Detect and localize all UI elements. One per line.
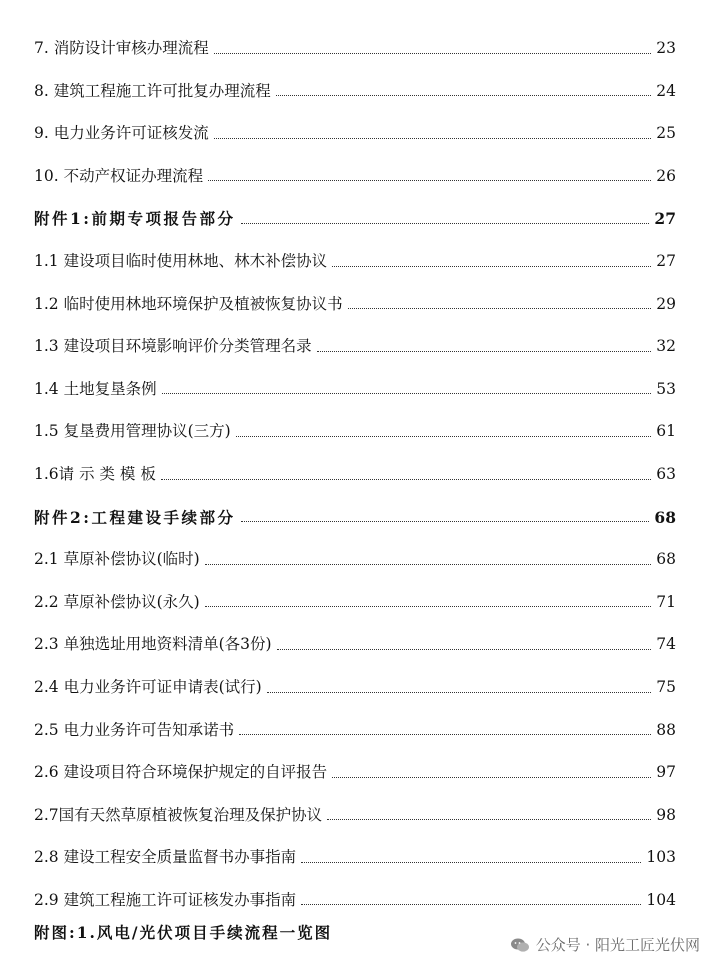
- dot-leader: [241, 520, 650, 522]
- toc-entry-title: 8. 建筑工程施工许可批复办理流程: [34, 81, 271, 100]
- toc-page-number: 68: [656, 550, 676, 569]
- dot-leader: [277, 648, 652, 650]
- toc-entry[interactable]: [34, 823, 676, 866]
- toc-entry[interactable]: [34, 397, 676, 440]
- toc-section-heading[interactable]: [34, 184, 676, 227]
- toc-entry[interactable]: [34, 355, 676, 398]
- toc-entry-title: 附件2:工程建设手续部分: [34, 507, 236, 527]
- dot-leader: [348, 307, 652, 309]
- dot-leader: [236, 435, 652, 437]
- toc-entry-title: 1.6请 示 类 模 板: [34, 465, 156, 484]
- toc-entry-title: 2.4 电力业务许可证申请表(试行): [34, 678, 262, 696]
- toc-entry[interactable]: [34, 525, 676, 568]
- toc-entry-title: 7. 消防设计审核办理流程: [34, 39, 209, 58]
- toc-page-number: 68: [654, 507, 676, 527]
- dot-leader: [161, 478, 651, 480]
- dot-leader: [276, 94, 652, 96]
- toc-entry[interactable]: [34, 14, 676, 57]
- dot-leader: [301, 861, 641, 863]
- toc-page-number: 32: [656, 337, 676, 356]
- toc-page-number: 29: [656, 294, 676, 313]
- toc-page-number: 98: [656, 805, 676, 824]
- toc-page-number: 25: [656, 124, 676, 143]
- toc-entry[interactable]: [34, 99, 676, 142]
- toc-entry[interactable]: [34, 653, 676, 696]
- toc-entry-title: 1.1 建设项目临时使用林地、林木补偿协议: [34, 252, 328, 271]
- toc-entry-title: 附件1:前期专项报告部分: [34, 209, 236, 229]
- appendix-figure-line: 附图:1.风电/光伏项目手续流程一览图: [34, 923, 333, 942]
- toc-page-number: 104: [646, 890, 676, 909]
- toc-entry-title: 2.9 建筑工程施工许可证核发办事指南: [34, 890, 297, 909]
- toc-page-number: 97: [656, 763, 676, 782]
- dot-leader: [214, 137, 652, 139]
- toc-entry-title: 1.2 临时使用林地环境保护及植被恢复协议书: [34, 294, 343, 313]
- dot-leader: [205, 563, 652, 565]
- toc-entry-title: 2.7国有天然草原植被恢复治理及保护协议: [34, 805, 323, 824]
- toc-entry[interactable]: [34, 270, 676, 313]
- toc-entry[interactable]: [34, 142, 676, 185]
- dot-leader: [162, 392, 652, 394]
- toc-entry-title: 2.1 草原补偿协议(临时): [34, 550, 200, 569]
- toc-page-number: 88: [656, 720, 676, 739]
- toc-entry-title: 10. 不动产权证办理流程: [34, 166, 204, 185]
- toc-entry-title: 2.2 草原补偿协议(永久): [34, 592, 200, 611]
- toc-page-number: 63: [656, 465, 676, 484]
- toc-page-number: 74: [656, 635, 676, 654]
- dot-leader: [317, 350, 652, 352]
- toc-entry-title: 2.6 建设项目符合环境保护规定的自评报告: [34, 763, 328, 782]
- toc-entry[interactable]: [34, 227, 676, 270]
- toc-entry[interactable]: [34, 866, 676, 909]
- dot-leader: [301, 903, 641, 905]
- toc-page-number: 24: [656, 81, 676, 100]
- dot-leader: [332, 265, 651, 267]
- toc-entry-title: 1.3 建设项目环境影响评价分类管理名录: [34, 337, 312, 356]
- toc-entry[interactable]: [34, 440, 676, 483]
- toc-entry[interactable]: [34, 696, 676, 739]
- toc-page-number: 75: [656, 678, 676, 696]
- toc-page-number: 23: [656, 39, 676, 58]
- dot-leader: [332, 776, 651, 778]
- table-of-contents: [34, 14, 676, 908]
- toc-entry-title: 1.5 复垦费用管理协议(三方): [34, 422, 231, 441]
- dot-leader: [241, 222, 650, 224]
- toc-entry[interactable]: [34, 57, 676, 100]
- dot-leader: [205, 605, 652, 607]
- toc-entry-title: 2.5 电力业务许可告知承诺书: [34, 720, 235, 739]
- watermark: [510, 934, 700, 955]
- dot-leader: [208, 179, 651, 181]
- toc-entry[interactable]: [34, 312, 676, 355]
- watermark-text: 公众号 · 阳光工匠光伏网: [535, 936, 700, 954]
- toc-section-heading[interactable]: [34, 483, 676, 526]
- toc-page-number: 27: [654, 209, 676, 229]
- dot-leader: [214, 52, 652, 54]
- toc-entry[interactable]: [34, 568, 676, 611]
- toc-page-number: 26: [656, 166, 676, 185]
- toc-entry-title: 1.4 土地复垦条例: [34, 379, 157, 398]
- toc-entry-title: 2.8 建设工程安全质量监督书办事指南: [34, 848, 297, 867]
- toc-entry[interactable]: [34, 738, 676, 781]
- toc-page-number: 27: [656, 252, 676, 271]
- toc-entry-title: 2.3 单独选址用地资料清单(各3份): [34, 635, 272, 654]
- dot-leader: [327, 818, 651, 820]
- dot-leader: [239, 733, 651, 735]
- wechat-icon: [510, 937, 530, 953]
- toc-page-number: 103: [646, 848, 676, 867]
- toc-entry-title: 9. 电力业务许可证核发流: [34, 124, 209, 143]
- dot-leader: [267, 691, 652, 693]
- toc-entry[interactable]: [34, 610, 676, 653]
- toc-page-number: 61: [656, 422, 676, 441]
- toc-page-number: 53: [656, 379, 676, 398]
- toc-entry[interactable]: [34, 781, 676, 824]
- toc-page-number: 71: [656, 592, 676, 611]
